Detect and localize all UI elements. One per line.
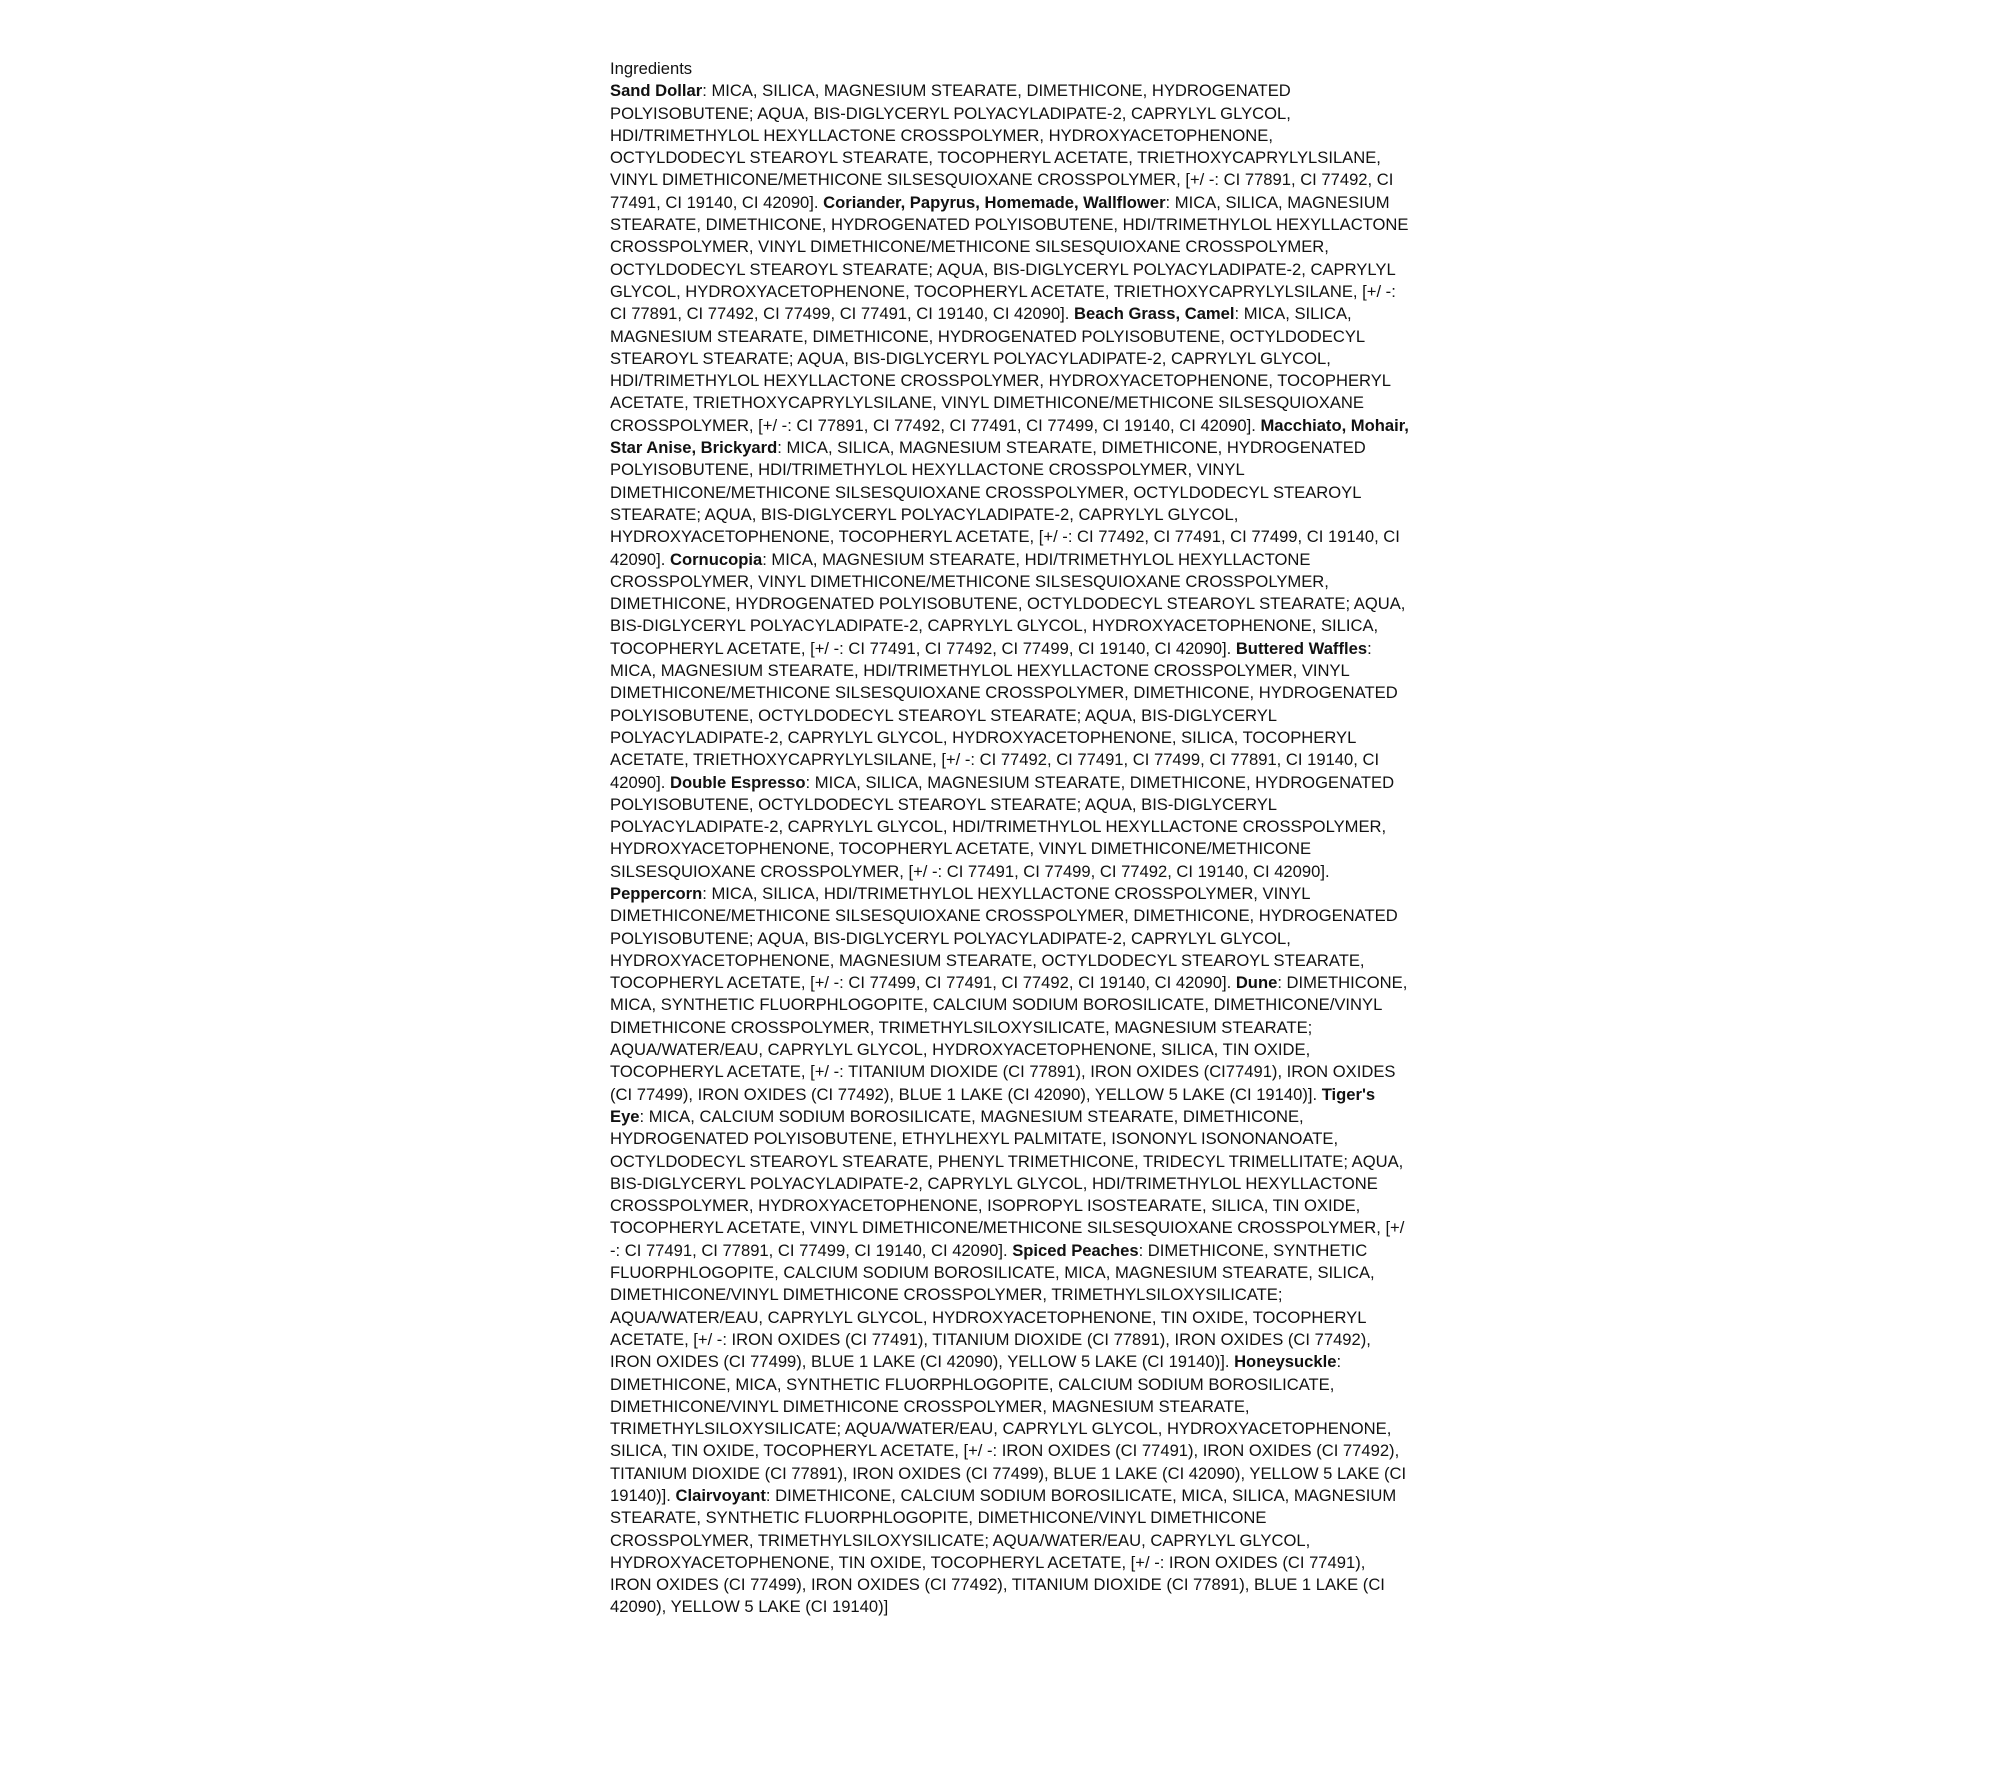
ingredients-heading: Ingredients xyxy=(610,59,693,78)
shade-name-cornucopia: Cornucopia xyxy=(669,549,763,569)
shade-ingredients-cornucopia: : MICA, MAGNESIUM STEARATE, HDI/TRIMETHYLOL HEXYLLACTONE CROSSPOLYMER, VINYL DIMETHICONE/METHICONE SILSESQUIOXANE CROSSPOLYMER, DIMETHICONE, HYDROGENATED POLYISOBUTENE, OCTYLDODECYL STEAROYL STEARATE; AQUA, BIS-DIGLYCERYL POLYACYLADIPATE-2, CAPRYLYL GLYCOL, HYDROXYACETOPHENONE, SILICA, TOCOPHERYL ACETATE, [+/ -: CI 77491, CI 77492, CI 77499, CI 19140, CI 42090]. xyxy=(610,549,1406,658)
shade-ingredients-spiced-peaches: : DIMETHICONE, SYNTHETIC FLUORPHLOGOPITE, CALCIUM SODIUM BOROSILICATE, MICA, MAGNESIUM STEARATE, SILICA, DIMETHICONE/VINYL DIMETHICONE CROSSPOLYMER, TRIMETHYLSILOXYSILICATE; AQUA/WATER/EAU, CAPRYLYL GLYCOL, HYDROXYACETOPHENONE, TIN OXIDE, TOCOPHERYL ACETATE, [+/ -: IRON OXIDES (CI 77491), TITANIUM DIOXIDE (CI 77891), IRON OXIDES (CI 77492), IRON OXIDES (CI 77499), BLUE 1 LAKE (CI 42090), YELLOW 5 LAKE (CI 19140)]. xyxy=(610,1240,1375,1372)
shade-name-beach-grass-camel: Beach Grass, Camel xyxy=(1074,304,1235,324)
shade-ingredients-tigers-eye: : MICA, CALCIUM SODIUM BOROSILICATE, MAGNESIUM STEARATE, DIMETHICONE, HYDROGENATED POLYISOBUTENE, ETHYLHEXYL PALMITATE, ISONONYL ISONONANOATE, OCTYLDODECYL STEAROYL STEARATE, PHENYL TRIMETHICONE, TRIDECYL TRIMELLITATE; AQUA, BIS-DIGLYCERYL POLYACYLADIPATE-2, CAPRYLYL GLYCOL, HDI/TRIMETHYLOL HEXYLLACTONE CROSSPOLYMER, HYDROXYACETOPHENONE, ISOPROPYL ISOSTEARATE, SILICA, TIN OXIDE, TOCOPHERYL ACETATE, VINYL DIMETHICONE/METHICONE SILSESQUIOXANE CROSSPOLYMER, [+/ -: CI 77491, CI 77891, CI 77499, CI 19140, CI 42090]. xyxy=(610,1106,1405,1260)
shade-name-spiced-peaches: Spiced Peaches xyxy=(1012,1240,1139,1260)
shade-name-sand-dollar: Sand Dollar xyxy=(610,81,703,101)
shade-ingredients-buttered-waffles: : MICA, MAGNESIUM STEARATE, HDI/TRIMETHYLOL HEXYLLACTONE CROSSPOLYMER, VINYL DIMETHICONE/METHICONE SILSESQUIOXANE CROSSPOLYMER, DIMETHICONE, HYDROGENATED POLYISOBUTENE, OCTYLDODECYL STEAROYL STEARATE; AQUA, BIS-DIGLYCERYL POLYACYLADIPATE-2, CAPRYLYL GLYCOL, HYDROXYACETOPHENONE, SILICA, TOCOPHERYL ACETATE, TRIETHOXYCAPRYLYLSILANE, [+/ -: CI 77492, CI 77491, CI 77499, CI 77891, CI 19140, CI 42090]. xyxy=(610,638,1398,792)
shade-ingredients-coriander-papyrus-homemade-wallflower: : MICA, SILICA, MAGNESIUM STEARATE, DIMETHICONE, HYDROGENATED POLYISOBUTENE, HDI/TRIMETHYLOL HEXYLLACTONE CROSSPOLYMER, VINYL DIMETHICONE/METHICONE SILSESQUIOXANE CROSSPOLYMER, OCTYLDODECYL STEAROYL STEARATE; AQUA, BIS-DIGLYCERYL POLYACYLADIPATE-2, CAPRYLYL GLYCOL, HYDROXYACETOPHENONE, TOCOPHERYL ACETATE, TRIETHOXYCAPRYLYLSILANE, [+/ -: CI 77891, CI 77492, CI 77499, CI 77491, CI 19140, CI 42090]. xyxy=(610,192,1409,324)
shade-name-macchiato-mohair-star-anise-brickyard: Macchiato, Mohair, Star Anise, Brickyard xyxy=(610,415,1409,458)
shade-ingredients-macchiato-mohair-star-anise-brickyard: : MICA, SILICA, MAGNESIUM STEARATE, DIMETHICONE, HYDROGENATED POLYISOBUTENE, HDI/TRIMETHYLOL HEXYLLACTONE CROSSPOLYMER, VINYL DIMETHICONE/METHICONE SILSESQUIOXANE CROSSPOLYMER, OCTYLDODECYL STEAROYL STEARATE; AQUA, BIS-DIGLYCERYL POLYACYLADIPATE-2, CAPRYLYL GLYCOL, HYDROXYACETOPHENONE, TOCOPHERYL ACETATE, [+/ -: CI 77492, CI 77491, CI 77499, CI 19140, CI 42090]. xyxy=(610,438,1400,569)
shade-ingredients-double-espresso: : MICA, SILICA, MAGNESIUM STEARATE, DIMETHICONE, HYDROGENATED POLYISOBUTENE, OCTYLDODECYL STEAROYL STEARATE; AQUA, BIS-DIGLYCERYL POLYACYLADIPATE-2, CAPRYLYL GLYCOL, HDI/TRIMETHYLOL HEXYLLACTONE CROSSPOLYMER, HYDROXYACETOPHENONE, TOCOPHERYL ACETATE, VINYL DIMETHICONE/METHICONE SILSESQUIOXANE CROSSPOLYMER, [+/ -: CI 77491, CI 77499, CI 77492, CI 19140, CI 42090]. xyxy=(610,772,1395,881)
shade-name-honeysuckle: Honeysuckle xyxy=(1234,1352,1337,1372)
shade-ingredients-honeysuckle: : DIMETHICONE, MICA, SYNTHETIC FLUORPHLOGOPITE, CALCIUM SODIUM BOROSILICATE, DIMETHICONE/VINYL DIMETHICONE CROSSPOLYMER, MAGNESIUM STEARATE, TRIMETHYLSILOXYSILICATE; AQUA/WATER/EAU, CAPRYLYL GLYCOL, HYDROXYACETOPHENONE, SILICA, TIN OXIDE, TOCOPHERYL ACETATE, [+/ -: IRON OXIDES (CI 77491), IRON OXIDES (CI 77492), TITANIUM DIOXIDE (CI 77891), IRON OXIDES (CI 77499), BLUE 1 LAKE (CI 42090), YELLOW 5 LAKE (CI 19140)]. xyxy=(610,1352,1407,1505)
shade-ingredients-sand-dollar: : MICA, SILICA, MAGNESIUM STEARATE, DIMETHICONE, HYDROGENATED POLYISOBUTENE; AQUA, BIS-DIGLYCERYL POLYACYLADIPATE-2, CAPRYLYL GLYCOL, HDI/TRIMETHYLOL HEXYLLACTONE CROSSPOLYMER, HYDROXYACETOPHENONE, OCTYLDODECYL STEAROYL STEARATE, TOCOPHERYL ACETATE, TRIETHOXYCAPRYLYLSILANE, VINYL DIMETHICONE/METHICONE SILSESQUIOXANE CROSSPOLYMER, [+/ -: CI 77891, CI 77492, CI 77491, CI 19140, CI 42090]. xyxy=(610,81,1394,212)
shade-name-dune: Dune xyxy=(1235,973,1278,993)
shade-name-double-espresso: Double Espresso xyxy=(669,772,806,792)
shade-name-peppercorn: Peppercorn xyxy=(610,883,703,903)
shade-name-clairvoyant: Clairvoyant xyxy=(675,1486,766,1505)
ingredients-text xyxy=(610,80,1410,1618)
shade-name-coriander-papyrus-homemade-wallflower: Coriander, Papyrus, Homemade, Wallflower xyxy=(823,192,1166,212)
shade-ingredients-clairvoyant: : DIMETHICONE, CALCIUM SODIUM BOROSILICATE, MICA, SILICA, MAGNESIUM STEARATE, SYNTHETIC FLUORPHLOGOPITE, DIMETHICONE/VINYL DIMETHICONE CROSSPOLYMER, TRIMETHYLSILOXYSILICATE; AQUA/WATER/EAU, CAPRYLYL GLYCOL, HYDROXYACETOPHENONE, TIN OXIDE, TOCOPHERYL ACETATE, [+/ -: IRON OXIDES (CI 77491), IRON OXIDES (CI 77499), IRON OXIDES (CI 77492), TITANIUM DIOXIDE (CI 77891), BLUE 1 LAKE (CI 42090), YELLOW 5 LAKE (CI 19140)] xyxy=(610,1486,1397,1617)
shade-name-buttered-waffles: Buttered Waffles xyxy=(1235,638,1368,658)
shade-ingredients-beach-grass-camel: : MICA, SILICA, MAGNESIUM STEARATE, DIMETHICONE, HYDROGENATED POLYISOBUTENE, OCTYLDODECYL STEAROYL STEARATE; AQUA, BIS-DIGLYCERYL POLYACYLADIPATE-2, CAPRYLYL GLYCOL, HDI/TRIMETHYLOL HEXYLLACTONE CROSSPOLYMER, HYDROXYACETOPHENONE, TOCOPHERYL ACETATE, TRIETHOXYCAPRYLYLSILANE, VINYL DIMETHICONE/METHICONE SILSESQUIOXANE CROSSPOLYMER, [+/ -: CI 77891, CI 77492, CI 77491, CI 77499, CI 19140, CI 42090]. xyxy=(610,304,1391,435)
shade-ingredients-dune: : DIMETHICONE, MICA, SYNTHETIC FLUORPHLOGOPITE, CALCIUM SODIUM BOROSILICATE, DIMETHICONE/VINYL DIMETHICONE CROSSPOLYMER, TRIMETHYLSILOXYSILICATE, MAGNESIUM STEARATE; AQUA/WATER/EAU, CAPRYLYL GLYCOL, HYDROXYACETOPHENONE, SILICA, TIN OXIDE, TOCOPHERYL ACETATE, [+/ -: TITANIUM DIOXIDE (CI 77891), IRON OXIDES (CI77491), IRON OXIDES (CI 77499), IRON OXIDES (CI 77492), BLUE 1 LAKE (CI 42090), YELLOW 5 LAKE (CI 19140)]. xyxy=(610,973,1408,1104)
ingredients-panel xyxy=(610,58,1410,1619)
shade-name-tigers-eye: Tiger's Eye xyxy=(610,1084,1376,1126)
shade-ingredients-peppercorn: : MICA, SILICA, HDI/TRIMETHYLOL HEXYLLACTONE CROSSPOLYMER, VINYL DIMETHICONE/METHICONE SILSESQUIOXANE CROSSPOLYMER, DIMETHICONE, HYDROGENATED POLYISOBUTENE; AQUA, BIS-DIGLYCERYL POLYACYLADIPATE-2, CAPRYLYL GLYCOL, HYDROXYACETOPHENONE, MAGNESIUM STEARATE, OCTYLDODECYL STEAROYL STEARATE, TOCOPHERYL ACETATE, [+/ -: CI 77499, CI 77491, CI 77492, CI 19140, CI 42090]. xyxy=(610,883,1398,993)
